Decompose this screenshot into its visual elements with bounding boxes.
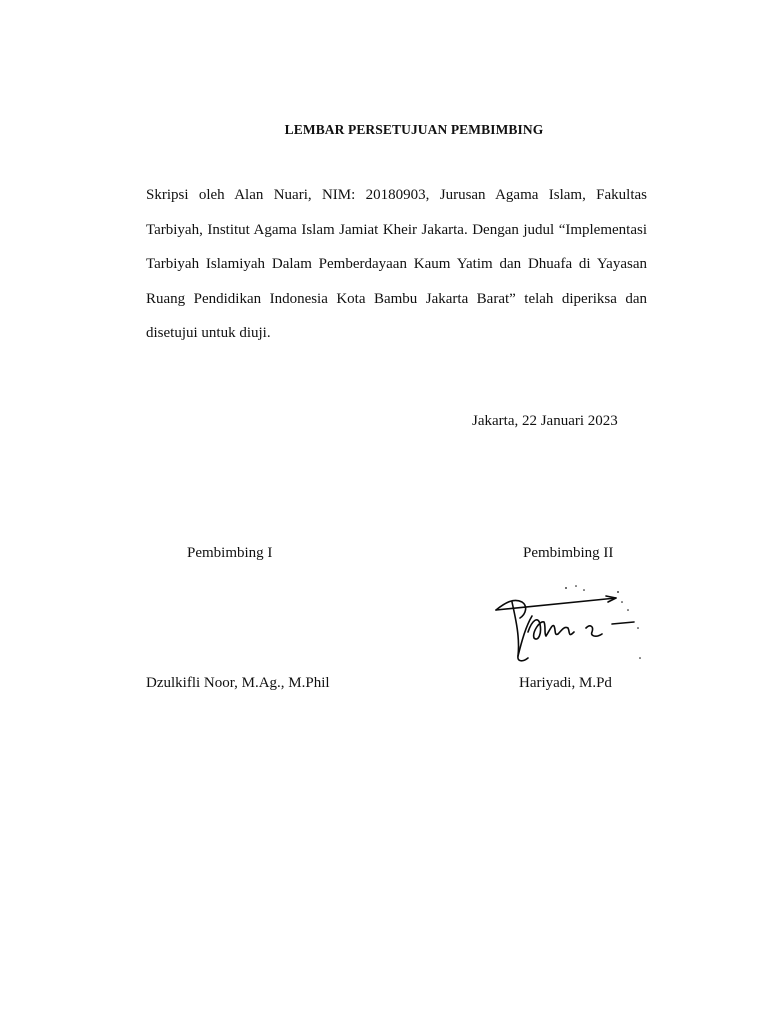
page-title: LEMBAR PERSETUJUAN PEMBIMBING (284, 122, 544, 137)
approval-statement: Skripsi oleh Alan Nuari, NIM: 20180903, Jurusan Agama Islam, Fakultas Tarbiyah, Institut Agama Islam Jamiat Kheir Jakarta. Dengan judul “Implementasi Tarbiyah Islamiyah Dalam Pemberdayaan Kaum Yatim dan Dhuafa di Yayasan Ruang Pendidikan Indonesia Kota Bambu Jakarta Barat” telah diperiksa dan disetujui untuk diuji. (146, 187, 647, 341)
advisor-2-label: Pembimbing II (523, 545, 614, 561)
advisor-2-signature (488, 580, 648, 670)
place-date: Jakarta, 22 Januari 2023 (472, 413, 618, 429)
advisor-1-name: Dzulkifli Noor, M.Ag., M.Phil (146, 675, 330, 691)
advisor-2-name: Hariyadi, M.Pd (519, 675, 612, 691)
advisor-1-label: Pembimbing I (187, 545, 273, 561)
